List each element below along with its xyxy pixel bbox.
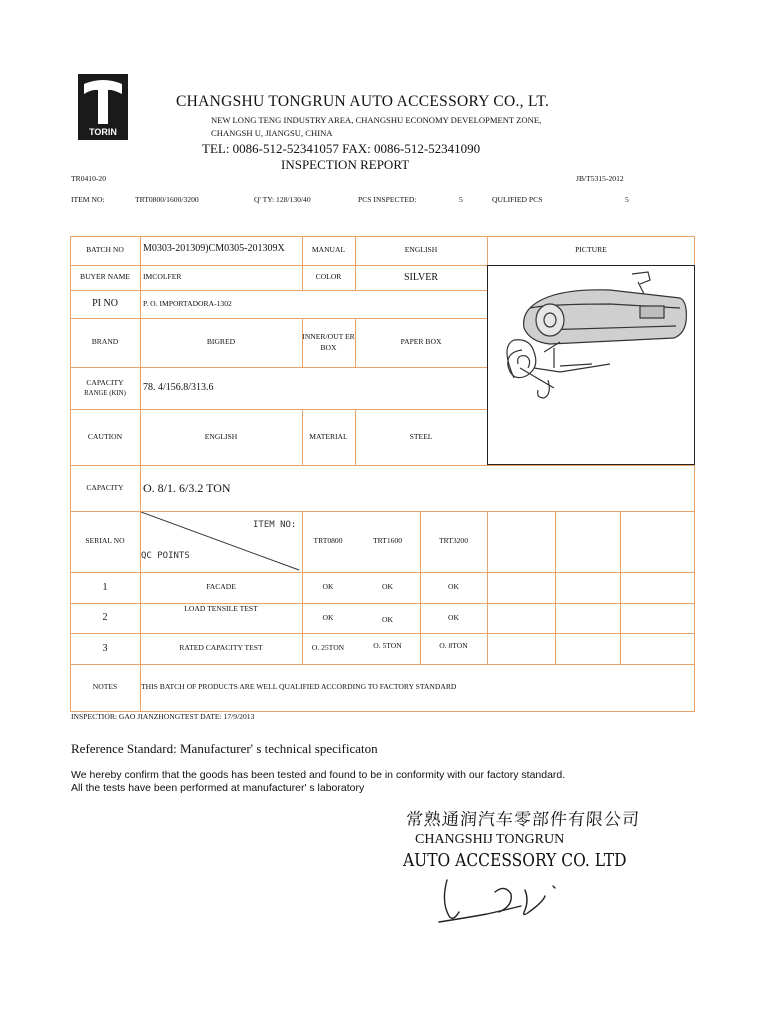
manual-value: ENGLISH <box>404 245 438 255</box>
row-3-result-2: O. 5TON <box>373 641 402 651</box>
pcs-inspected-label: PCS INSPECTED: <box>358 195 417 204</box>
item-no-value: TRT0800/1600/3200 <box>135 195 199 204</box>
model-trt0800: TRT0800 <box>313 536 343 546</box>
serial-no-label: SERIAL NO <box>85 536 125 546</box>
standard-code: JB/T5315-2012 <box>576 174 624 183</box>
confirm-line-1: We hereby confirm that the goods has been tested and found to be in conformity with our factory standard. <box>71 769 566 781</box>
row-2-no: 2 <box>102 612 108 624</box>
pi-no-label: PI NO <box>92 298 118 310</box>
manual-label: MANUAL <box>311 245 346 255</box>
batch-no-label: BATCH NO <box>86 245 124 255</box>
row-2-result-3: OK <box>448 612 459 622</box>
buyer-name-label: BUYER NAME <box>80 272 130 282</box>
model-trt1600: TRT1600 <box>372 536 403 546</box>
row-3-result-3: O. 8TON <box>439 641 468 651</box>
hand-winch-puller-icon <box>490 268 692 462</box>
picture-label: PICTURE <box>575 245 607 255</box>
caution-label: CAUTION <box>87 431 123 441</box>
row-2-result-2: OK <box>382 614 393 624</box>
qualified-value: 5 <box>625 195 629 204</box>
logo-text: TORIN <box>89 127 117 137</box>
row-1-result-1: OK <box>322 582 334 592</box>
model-trt3200: TRT3200 <box>438 536 469 546</box>
row-2-result-1: OK <box>322 612 334 622</box>
reference-standard: Reference Standard: Manufacturer' s technical specificaton <box>71 741 378 756</box>
row-3-no: 3 <box>102 642 108 654</box>
pcs-inspected-value: 5 <box>459 195 463 204</box>
row-1-point: FACADE <box>206 582 236 592</box>
address-line-2: CHANGSH U, JIANGSU, CHINA <box>211 128 333 138</box>
row-1-result-2: OK <box>382 582 393 592</box>
company-name: CHANGSHU TONGRUN AUTO ACCESSORY CO., LT. <box>176 93 550 110</box>
notes-value: THIS BATCH OF PRODUCTS ARE WELL QUALIFIED ACCORDING TO FACTORY STANDARD <box>141 682 457 692</box>
capacity-label: CAPACITY <box>86 482 124 492</box>
confirm-line-2: All the tests have been performed at manufacturer' s laboratory <box>71 782 365 794</box>
box-label: INNER/OUT ER BOX <box>302 332 355 352</box>
qc-points-diagonal-label: QC POINTS <box>141 551 190 561</box>
row-1-result-3: OK <box>448 582 459 592</box>
row-1-no: 1 <box>102 581 108 593</box>
capacity-range-label-line2: RANGE (KIN) <box>84 389 126 397</box>
qualified-label: QULIFIED PCS <box>492 195 543 204</box>
inspector-line: INSPECTIOR: GAO JIANZHONGTEST DATE: 17/9/2013 <box>71 712 255 721</box>
brand-value: BIGRED <box>206 337 236 347</box>
signature-icon <box>425 872 585 932</box>
row-3-point: RATED CAPACITY TEST <box>179 643 263 653</box>
brand-label: BRAND <box>91 337 119 347</box>
caution-value: ENGLISH <box>204 431 238 441</box>
pi-no-value: P. O. IMPORTADORA-1302 <box>143 298 232 308</box>
capacity-range-label <box>70 370 140 406</box>
doc-code: TR0410-20 <box>71 174 107 183</box>
capacity-range-label-line1: CAPACITY <box>86 378 124 388</box>
capacity-range-value: 78. 4/156.8/313.6 <box>143 382 214 394</box>
contact-line: TEL: 0086-512-52341057 FAX: 0086-512-52341090 <box>202 141 481 156</box>
stamp-chinese-name: 常熟通润汽车零部件有限公司 <box>405 810 641 830</box>
material-value: STEEL <box>409 431 433 441</box>
torin-logo-icon <box>78 74 128 140</box>
address-line-1: NEW LONG TENG INDUSTRY AREA, CHANGSHU ECONOMY DEVELOPMENT ZONE, <box>211 115 542 125</box>
buyer-name-value: IMCOLFER <box>143 272 182 282</box>
batch-no-value: M0303-201309)CM0305-201309X <box>143 242 285 254</box>
qty-label: Q' TY: 128/130/40 <box>254 195 311 204</box>
capacity-value: O. 8/1. 6/3.2 TON <box>143 480 231 495</box>
color-value: SILVER <box>403 271 439 283</box>
stamp-english-name-2: AUTO ACCESSORY CO. LTD <box>403 850 627 871</box>
color-label: COLOR <box>315 272 342 282</box>
row-3-result-1: O. 25TON <box>311 643 345 653</box>
material-label: MATERIAL <box>309 431 348 441</box>
stamp-english-name-1: CHANGSHIJ TONGRUN <box>415 832 565 847</box>
notes-label: NOTES <box>92 682 118 692</box>
report-title: INSPECTION REPORT <box>281 157 410 172</box>
box-value: PAPER BOX <box>400 337 442 347</box>
item-no-label: ITEM NO: <box>71 195 105 204</box>
row-2-point: LOAD TENSILE TEST <box>184 603 258 613</box>
item-no-diagonal-label: ITEM NO: <box>253 520 297 530</box>
